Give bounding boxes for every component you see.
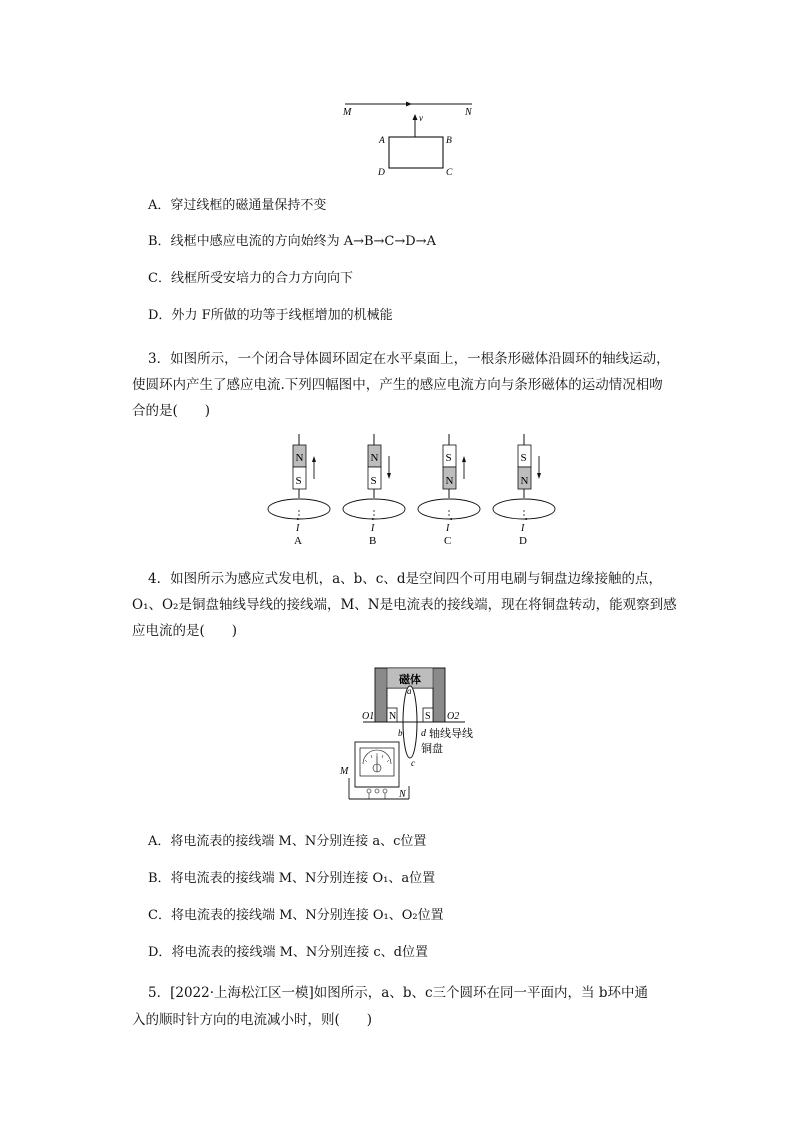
q3-number: 3． bbox=[148, 351, 171, 367]
svg-text:N: N bbox=[370, 452, 379, 464]
magnet-case-a bbox=[268, 434, 330, 547]
q2-option-d: D．外力 F所做的功等于线框增加的机械能 bbox=[148, 308, 393, 323]
magnet-label: 磁体 bbox=[399, 674, 421, 686]
figure-magnets bbox=[262, 432, 562, 550]
svg-text:S: S bbox=[520, 452, 527, 464]
svg-text:S: S bbox=[295, 475, 302, 487]
svg-text:S: S bbox=[370, 475, 377, 487]
axis-wire-label: 轴线导线 bbox=[429, 728, 473, 740]
svg-text:N: N bbox=[445, 475, 454, 487]
q3-stem: 3．如图所示，一个闭合导体圆环固定在水平桌面上，一根条形磁体沿圆环的轴线运动， 使圆环内产生了感应电流.下列四幅图中，产生的感应电流方向与条形磁体的运动情况相吻 合的是( ) bbox=[132, 351, 670, 419]
svg-text:N: N bbox=[295, 452, 304, 464]
figure-generator bbox=[335, 660, 495, 805]
svg-text:B: B bbox=[369, 535, 377, 547]
figure-wire-frame bbox=[340, 95, 490, 180]
copper-disk-label: 铜盘 bbox=[421, 743, 443, 755]
terminal-m: M bbox=[340, 766, 349, 777]
point-b: b bbox=[398, 728, 403, 738]
q4-option-b: B．将电流表的接线端 M、N分别连接 O₁、a位置 bbox=[148, 871, 436, 886]
svg-text:S: S bbox=[445, 452, 452, 464]
svg-text:I: I bbox=[446, 523, 450, 534]
label-B: B bbox=[446, 136, 452, 146]
point-c: c bbox=[411, 758, 415, 768]
q4-option-a: A．将电流表的接线端 M、N分别连接 a、c位置 bbox=[148, 834, 427, 849]
magnet-case-b bbox=[343, 434, 405, 547]
label-D: D bbox=[378, 168, 385, 178]
pole-s: S bbox=[425, 711, 431, 722]
q5-number: 5． bbox=[148, 985, 171, 1001]
q4-stem: 4．如图所示为感应式发电机，a、b、c、d是空间四个可用电刷与铜盘边缘接触的点， O₁、O₂是铜盘轴线导线的接线端，M、N是电流表的接线端，现在将铜盘转动，能观察到感 应电流的是( ) bbox=[132, 571, 677, 639]
svg-text:I: I bbox=[371, 523, 375, 534]
terminal-n: N bbox=[399, 789, 406, 800]
label-N: N bbox=[465, 107, 472, 118]
terminal-o1: O1 bbox=[362, 711, 375, 722]
q2-option-a: A．穿过线框的磁通量保持不变 bbox=[148, 198, 327, 213]
point-a: a bbox=[407, 686, 412, 696]
magnet-case-d bbox=[493, 434, 555, 547]
wire-frame bbox=[389, 137, 443, 168]
label-v: v bbox=[419, 113, 423, 123]
svg-text:A: A bbox=[294, 535, 302, 547]
label-C: C bbox=[446, 168, 453, 178]
q4-number: 4． bbox=[148, 571, 171, 587]
point-d: d bbox=[421, 728, 426, 739]
q2-option-b: B．线框中感应电流的方向始终为 A→B→C→D→A bbox=[148, 234, 436, 249]
svg-text:I: I bbox=[296, 523, 300, 534]
svg-text:N: N bbox=[520, 475, 529, 487]
q2-option-c: C．线框所受安培力的合力方向向下 bbox=[148, 271, 353, 286]
terminal-o2: O2 bbox=[447, 711, 460, 722]
q4-option-d: D．将电流表的接线端 M、N分别连接 c、d位置 bbox=[148, 945, 428, 960]
q4-option-c: C．将电流表的接线端 M、N分别连接 O₁、O₂位置 bbox=[148, 908, 444, 923]
pole-n: N bbox=[389, 711, 397, 722]
label-A: A bbox=[379, 136, 385, 146]
svg-text:C: C bbox=[444, 535, 452, 547]
svg-text:I: I bbox=[521, 523, 525, 534]
label-M: M bbox=[343, 107, 352, 118]
svg-text:D: D bbox=[519, 535, 527, 547]
q5-stem: 5．[2022·上海松江区一模]如图所示，a、b、c三个圆环在同一平面内，当 b环中通 入的顺时针方向的电流减小时，则( ) bbox=[132, 985, 648, 1028]
magnet-case-c bbox=[418, 434, 480, 547]
